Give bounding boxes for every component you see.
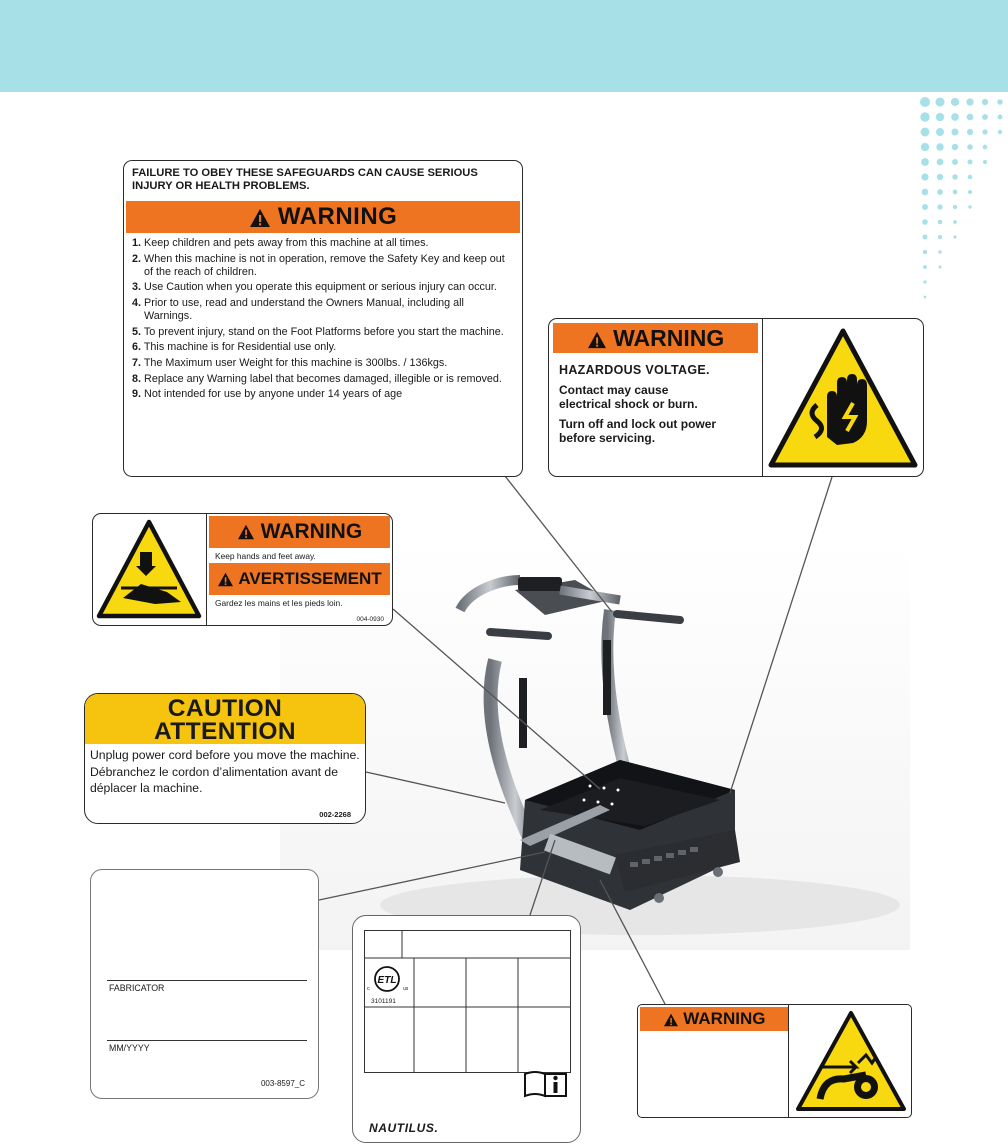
- date-field: MM/YYYY: [109, 1043, 150, 1053]
- belt-banner-label: WARNING: [683, 1009, 766, 1028]
- safeguard-item-text: When this machine is not in operation, remove the Safety Key and keep out of the reach of children.: [144, 252, 505, 278]
- safeguard-item-number: 6.: [132, 341, 142, 354]
- warning-banner-label: WARNING: [277, 203, 398, 230]
- safeguard-item-text: Keep children and pets away from this machine at all times.: [144, 237, 429, 249]
- etl-c-mark: c: [367, 986, 370, 992]
- pinch-point-warning-label: [92, 513, 393, 626]
- safeguard-item-text: To prevent injury, stand on the Foot Platforms before you start the machine.: [143, 325, 504, 338]
- pinch-warning-banner: [209, 516, 390, 548]
- safeguard-item: [132, 297, 514, 323]
- voltage-text-panel: [549, 319, 763, 476]
- voltage-banner-label: WARNING: [613, 325, 725, 351]
- safeguard-item: [132, 237, 514, 250]
- read-manual-icon: [523, 1070, 568, 1100]
- voltage-title: HAZARDOUS VOLTAGE.: [559, 363, 710, 377]
- pinch-label-code: 004-0930: [356, 616, 384, 623]
- svg-text:ETL: ETL: [377, 975, 397, 986]
- belt-entanglement-icon: [794, 1009, 908, 1115]
- safeguard-item-number: 4.: [132, 296, 142, 309]
- safeguard-item: [132, 373, 514, 386]
- safeguard-item-number: 8.: [132, 372, 142, 385]
- belt-text-panel: [638, 1005, 789, 1117]
- pinch-text-en: Keep hands and feet away.: [215, 551, 316, 561]
- safeguard-item-number: 7.: [132, 356, 142, 369]
- voltage-warning-banner: [553, 323, 758, 353]
- cert-number: 3101191: [371, 998, 396, 1005]
- safeguard-item: [132, 281, 514, 294]
- safeguard-item-text: Replace any Warning label that becomes damaged, illegible or is removed.: [144, 372, 502, 385]
- hazardous-voltage-label: [548, 318, 924, 477]
- safeguard-item: [132, 388, 514, 401]
- pinch-symbol-panel: [93, 514, 207, 625]
- warning-header-text: FAILURE TO OBEY THESE SAFEGUARDS CAN CAUSE SERIOUS INJURY OR HEALTH PROBLEMS.: [132, 167, 478, 192]
- safeguard-item: [132, 341, 514, 354]
- attention-title: ATTENTION: [154, 718, 296, 745]
- safeguard-item-number: 1.: [132, 237, 142, 249]
- safeguard-item-text: Use Caution when you operate this equipment or serious injury can occur.: [144, 281, 497, 294]
- pinch-text-fr: Gardez les mains et les pieds loin.: [215, 598, 343, 608]
- pinch-banner-en: WARNING: [260, 520, 363, 543]
- voltage-line-1: Contact may cause electrical shock or burn.: [559, 383, 698, 411]
- safeguard-item: [132, 253, 514, 279]
- etl-us-mark: us: [403, 986, 409, 992]
- fabricator-label: [90, 869, 319, 1099]
- fabricator-field: FABRICATOR: [109, 983, 165, 993]
- pinch-avertissement-banner: [209, 563, 390, 595]
- safeguard-warning-label: [123, 160, 523, 477]
- warning-triangle-icon: [249, 208, 271, 228]
- safeguard-item: [132, 357, 514, 370]
- belt-warning-banner: [640, 1007, 788, 1031]
- safeguard-item-number: 3.: [132, 281, 142, 294]
- warning-triangle-icon: [237, 524, 255, 540]
- safeguard-item: [132, 326, 514, 339]
- caution-unplug-label: [84, 693, 366, 824]
- safeguard-item-number: 5.: [132, 325, 142, 338]
- fabricator-line: [107, 980, 307, 981]
- certification-label: [352, 915, 581, 1143]
- pinch-banner-fr: AVERTISSEMENT: [238, 569, 382, 588]
- safeguard-item-text: This machine is for Residential use only.: [143, 341, 337, 354]
- voltage-line-2: Turn off and lock out power before servicing.: [559, 417, 717, 445]
- safeguard-item-text: Not intended for use by anyone under 14 years of age: [144, 388, 403, 401]
- safeguard-list: [124, 233, 522, 401]
- crush-hand-icon: [93, 514, 205, 624]
- electric-shock-hand-icon: [767, 325, 919, 471]
- caution-text-fr: Débranchez le cordon d’alimentation avant de déplacer la machine.: [90, 764, 338, 795]
- safeguard-item-text: Prior to use, read and understand the Owners Manual, including all Warnings.: [144, 296, 464, 323]
- warning-triangle-icon: [217, 572, 234, 587]
- pinch-text-panel: [209, 514, 392, 625]
- warning-triangle-icon: [663, 1013, 679, 1027]
- safeguard-item-number: 2.: [132, 252, 142, 265]
- belt-entanglement-warning-label: [637, 1004, 912, 1118]
- date-line: [107, 1040, 307, 1041]
- caution-label-code: 002-2268: [319, 810, 351, 819]
- warning-triangle-icon: [587, 331, 607, 349]
- fabricator-label-code: 003-8597_C: [260, 1079, 305, 1088]
- warning-banner: [126, 201, 520, 233]
- safeguard-item-number: 9.: [132, 388, 142, 401]
- caution-banner: [85, 694, 365, 744]
- nautilus-brand-logo: NAUTILUS.: [369, 1121, 439, 1135]
- safeguard-item-text: The Maximum user Weight for this machine is 300lbs. / 136kgs.: [143, 356, 448, 369]
- etl-listed-mark-icon: [369, 963, 405, 999]
- caution-text: [90, 747, 362, 797]
- caution-text-en: Unplug power cord before you move the machine.: [90, 748, 360, 762]
- caution-title: CAUTION: [167, 695, 283, 722]
